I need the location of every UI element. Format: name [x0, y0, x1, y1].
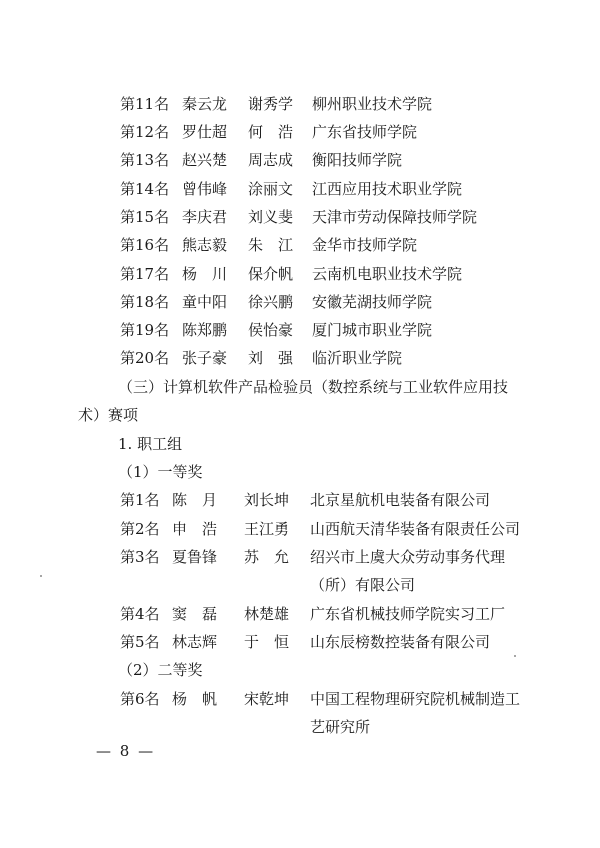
scan-speck	[514, 655, 516, 657]
coach-name: 苏 允	[244, 548, 290, 566]
rank: 第14名	[120, 180, 170, 198]
rank: 第18名	[120, 293, 170, 311]
rank: 第17名	[120, 265, 170, 283]
rank: 第6名	[120, 690, 160, 708]
contestant-name: 赵兴楚	[182, 151, 228, 169]
rank: 第5名	[120, 633, 160, 651]
coach-name: 何 浩	[248, 123, 294, 141]
contestant-name: 杨 帆	[172, 690, 218, 708]
rank: 第2名	[120, 520, 160, 538]
coach-name: 刘义斐	[248, 208, 294, 226]
coach-name: 王江勇	[244, 520, 290, 538]
contestant-name: 陈 月	[172, 491, 218, 509]
organization: 天津市劳动保障技师学院	[312, 208, 478, 226]
rank: 第16名	[120, 236, 170, 254]
rank: 第20名	[120, 349, 170, 367]
organization: 广东省技师学院	[312, 123, 418, 141]
contestant-name: 窦 磊	[172, 605, 218, 623]
contestant-name: 申 浩	[172, 520, 218, 538]
organization: 安徽芜湖技师学院	[312, 293, 433, 311]
organization: 云南机电职业技术学院	[312, 265, 463, 283]
contestant-name: 熊志毅	[182, 236, 228, 254]
organization: 山西航天清华装备有限责任公司	[310, 520, 521, 538]
rank: 第1名	[120, 491, 160, 509]
organization: 绍兴市上虞大众劳动事务代理	[310, 548, 506, 566]
organization: 中国工程物理研究院机械制造工	[310, 690, 521, 708]
first-prize-heading: （1）一等奖	[118, 463, 203, 481]
coach-name: 涂丽文	[248, 180, 294, 198]
section-heading: （三）计算机软件产品检验员（数控系统与工业软件应用技	[118, 378, 509, 396]
organization: 山东辰榜数控装备有限公司	[310, 633, 491, 651]
organization-continued: （所）有限公司	[310, 576, 416, 594]
organization: 北京星航机电装备有限公司	[310, 491, 491, 509]
coach-name: 于 恒	[244, 633, 290, 651]
contestant-name: 杨 川	[182, 265, 228, 283]
coach-name: 周志成	[248, 151, 294, 169]
page-number: — 8 —	[96, 742, 156, 760]
section-heading-continued: 术）赛项	[78, 406, 139, 424]
organization: 广东省机械技师学院实习工厂	[310, 605, 506, 623]
contestant-name: 童中阳	[182, 293, 228, 311]
rank: 第4名	[120, 605, 160, 623]
scan-speck	[40, 575, 42, 577]
group-heading: 1. 职工组	[118, 435, 183, 453]
organization: 金华市技师学院	[312, 236, 418, 254]
coach-name: 保介帆	[248, 265, 294, 283]
rank: 第11名	[120, 95, 170, 113]
contestant-name: 秦云龙	[182, 95, 228, 113]
coach-name: 朱 江	[248, 236, 294, 254]
coach-name: 徐兴鹏	[248, 293, 294, 311]
rank: 第3名	[120, 548, 160, 566]
coach-name: 刘 强	[248, 349, 294, 367]
rank: 第15名	[120, 208, 170, 226]
organization: 临沂职业学院	[312, 349, 403, 367]
organization: 衡阳技师学院	[312, 151, 403, 169]
contestant-name: 曾伟峰	[182, 180, 228, 198]
coach-name: 侯怡豪	[248, 321, 294, 339]
organization-continued: 艺研究所	[310, 718, 371, 736]
coach-name: 刘长坤	[244, 491, 290, 509]
rank: 第12名	[120, 123, 170, 141]
contestant-name: 陈郑鹏	[182, 321, 228, 339]
coach-name: 谢秀学	[248, 95, 294, 113]
coach-name: 林楚雄	[244, 605, 290, 623]
contestant-name: 罗仕超	[182, 123, 228, 141]
rank: 第19名	[120, 321, 170, 339]
contestant-name: 李庆君	[182, 208, 228, 226]
contestant-name: 张子豪	[182, 349, 228, 367]
organization: 江西应用技术职业学院	[312, 180, 463, 198]
contestant-name: 夏鲁锋	[172, 548, 218, 566]
second-prize-heading: （2）二等奖	[118, 661, 203, 679]
organization: 柳州职业技术学院	[312, 95, 433, 113]
organization: 厦门城市职业学院	[312, 321, 433, 339]
contestant-name: 林志辉	[172, 633, 218, 651]
rank: 第13名	[120, 151, 170, 169]
coach-name: 宋乾坤	[244, 690, 290, 708]
